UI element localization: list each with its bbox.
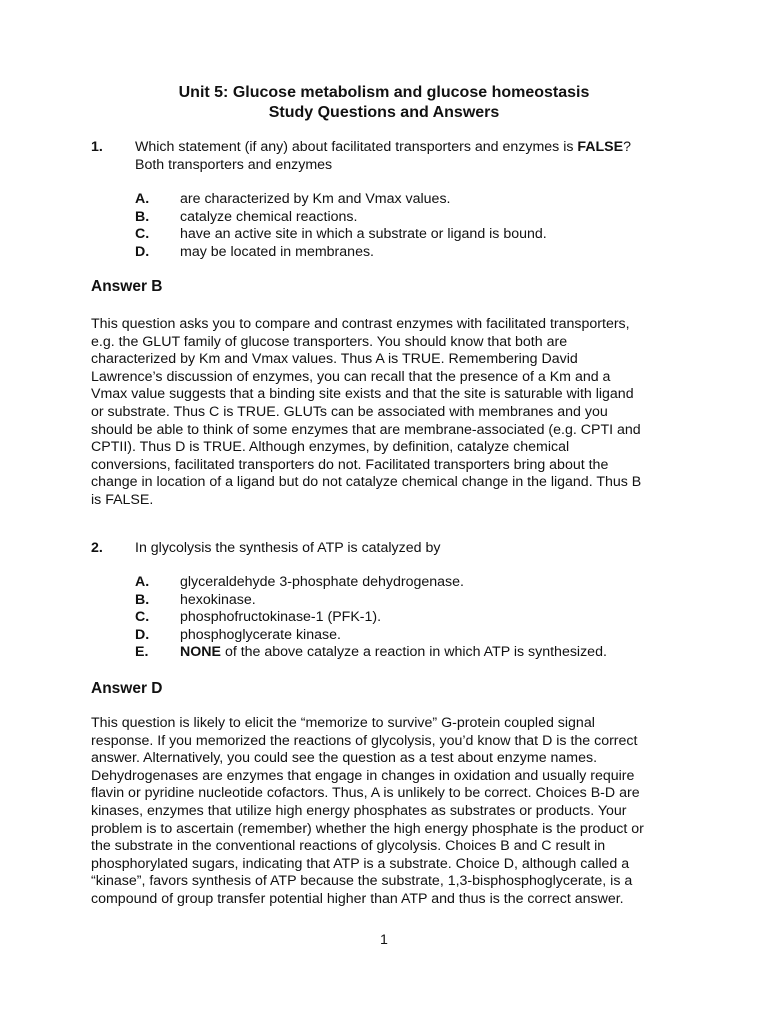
option-text: hexokinase. bbox=[180, 591, 256, 608]
option-item bbox=[91, 574, 681, 592]
paragraph-line: e.g. the GLUT family of glucose transporters. You should know that both are bbox=[91, 333, 568, 350]
paragraph-line: CPTII). Thus D is TRUE. Although enzymes, by definition, catalyze chemical bbox=[91, 439, 570, 456]
question-2 bbox=[91, 540, 681, 558]
question-1-stem-text: Which statement (if any) about facilitated transporters and enzymes is bbox=[135, 139, 578, 155]
option-letter: D. bbox=[135, 243, 150, 260]
paragraph-line: conversions, facilitated transporters do not. Facilitated transporters bring about the bbox=[91, 456, 609, 473]
paragraph-line: kinases, enzymes that utilize high energy phosphates as substrates or products. Your bbox=[91, 802, 627, 819]
question-2-stem bbox=[135, 540, 681, 558]
page-title bbox=[0, 83, 768, 123]
option-letter: B. bbox=[135, 208, 150, 225]
option-letter: E. bbox=[135, 644, 149, 661]
question-1-options bbox=[91, 191, 681, 261]
page-number: 1 bbox=[380, 932, 388, 948]
answer-2-heading: Answer D bbox=[91, 680, 163, 697]
paragraph-line: problem is to ascertain (remember) whether the high energy phosphate is the product or bbox=[91, 820, 644, 837]
paragraph-line: “kinase”, favors synthesis of ATP because the substrate, 1,3-bisphosphoglycerate, is a bbox=[91, 873, 633, 890]
title-line-2: Study Questions and Answers bbox=[268, 104, 500, 121]
paragraph-line: response. If you memorized the reactions of glycolysis, you’d know that D is the correct bbox=[91, 732, 638, 749]
answer-2-explanation bbox=[91, 715, 683, 909]
question-2-options bbox=[91, 574, 681, 662]
option-letter: A. bbox=[135, 574, 150, 590]
option-item bbox=[91, 627, 681, 645]
question-1-number: 1. bbox=[91, 139, 103, 155]
paragraph-line: characterized by Km and Vmax values. Thus A is TRUE. Remembering David bbox=[91, 351, 578, 368]
answer-1-heading: Answer B bbox=[91, 278, 163, 295]
paragraph-line: is FALSE. bbox=[91, 491, 154, 508]
paragraph-line: flavin or pyridine nucleotide cofactors. Thus, A is unlikely to be correct. Choices B-D are bbox=[91, 785, 640, 802]
option-rest-text: of the above catalyze a reaction in which ATP is synthesized. bbox=[221, 644, 607, 661]
option-text: glyceraldehyde 3-phosphate dehydrogenase. bbox=[180, 574, 464, 590]
question-1-stem-end: ? bbox=[623, 139, 632, 155]
paragraph-line: This question asks you to compare and contrast enzymes with facilitated transporters, bbox=[91, 316, 630, 332]
option-text: may be located in membranes. bbox=[180, 243, 374, 260]
paragraph-line: the substrate in the conventional reactions of glycolysis. Choices B and C result in bbox=[91, 838, 606, 855]
option-item bbox=[91, 592, 681, 610]
option-letter: B. bbox=[135, 591, 150, 608]
question-1-stem-bold: FALSE bbox=[577, 139, 624, 155]
option-item bbox=[91, 244, 681, 262]
question-1-stem bbox=[135, 139, 681, 174]
option-item bbox=[91, 226, 681, 244]
answer-1-explanation bbox=[91, 316, 683, 510]
question-2-number: 2. bbox=[91, 540, 103, 556]
paragraph-line: answer. Alternatively, you could see the question as a test about enzyme names. bbox=[91, 750, 598, 767]
option-text: are characterized by Km and Vmax values. bbox=[180, 191, 451, 207]
option-bold-text: NONE bbox=[180, 644, 221, 661]
title-line-1: Unit 5: Glucose metabolism and glucose homeostasis bbox=[178, 84, 590, 101]
option-letter: C. bbox=[135, 609, 150, 626]
option-letter: A. bbox=[135, 191, 150, 207]
option-item bbox=[91, 191, 681, 209]
paragraph-line: or substrate. Thus C is TRUE. GLUTs can be associated with membranes and you bbox=[91, 403, 608, 420]
option-text: have an active site in which a substrate or ligand is bound. bbox=[180, 226, 547, 243]
option-item bbox=[91, 644, 681, 662]
paragraph-line: phosphorylated sugars, indicating that ATP is a substrate. Choice D, although called a bbox=[91, 855, 630, 872]
paragraph-line: Lawrence’s discussion of enzymes, you can recall that the presence of a Km and a bbox=[91, 368, 611, 385]
paragraph-line: This question is likely to elicit the “memorize to survive” G-protein coupled signal bbox=[91, 715, 595, 731]
paragraph-line: change in location of a ligand but do not catalyze chemical change in the ligand. Thus B bbox=[91, 474, 642, 491]
option-text bbox=[180, 644, 607, 662]
question-2-stem-text: In glycolysis the synthesis of ATP is catalyzed by bbox=[135, 540, 441, 556]
option-text: phosphoglycerate kinase. bbox=[180, 626, 341, 643]
paragraph-line: compound of group transfer potential higher than ATP and thus is the correct answer. bbox=[91, 890, 624, 907]
paragraph-line: should be able to think of some enzymes that are membrane-associated (e.g. CPTI and bbox=[91, 421, 641, 438]
option-item bbox=[91, 609, 681, 627]
option-text: phosphofructokinase-1 (PFK-1). bbox=[180, 609, 382, 626]
question-1-stem-line-2: Both transporters and enzymes bbox=[135, 156, 333, 173]
question-1 bbox=[91, 139, 681, 174]
option-item bbox=[91, 209, 681, 227]
option-letter: D. bbox=[135, 626, 150, 643]
option-letter: C. bbox=[135, 226, 150, 243]
option-text: catalyze chemical reactions. bbox=[180, 208, 358, 225]
paragraph-line: Dehydrogenases are enzymes that engage in changes in oxidation and usually require bbox=[91, 767, 635, 784]
paragraph-line: Vmax value suggests that a binding site exists and that the site is saturable with ligand bbox=[91, 386, 634, 403]
